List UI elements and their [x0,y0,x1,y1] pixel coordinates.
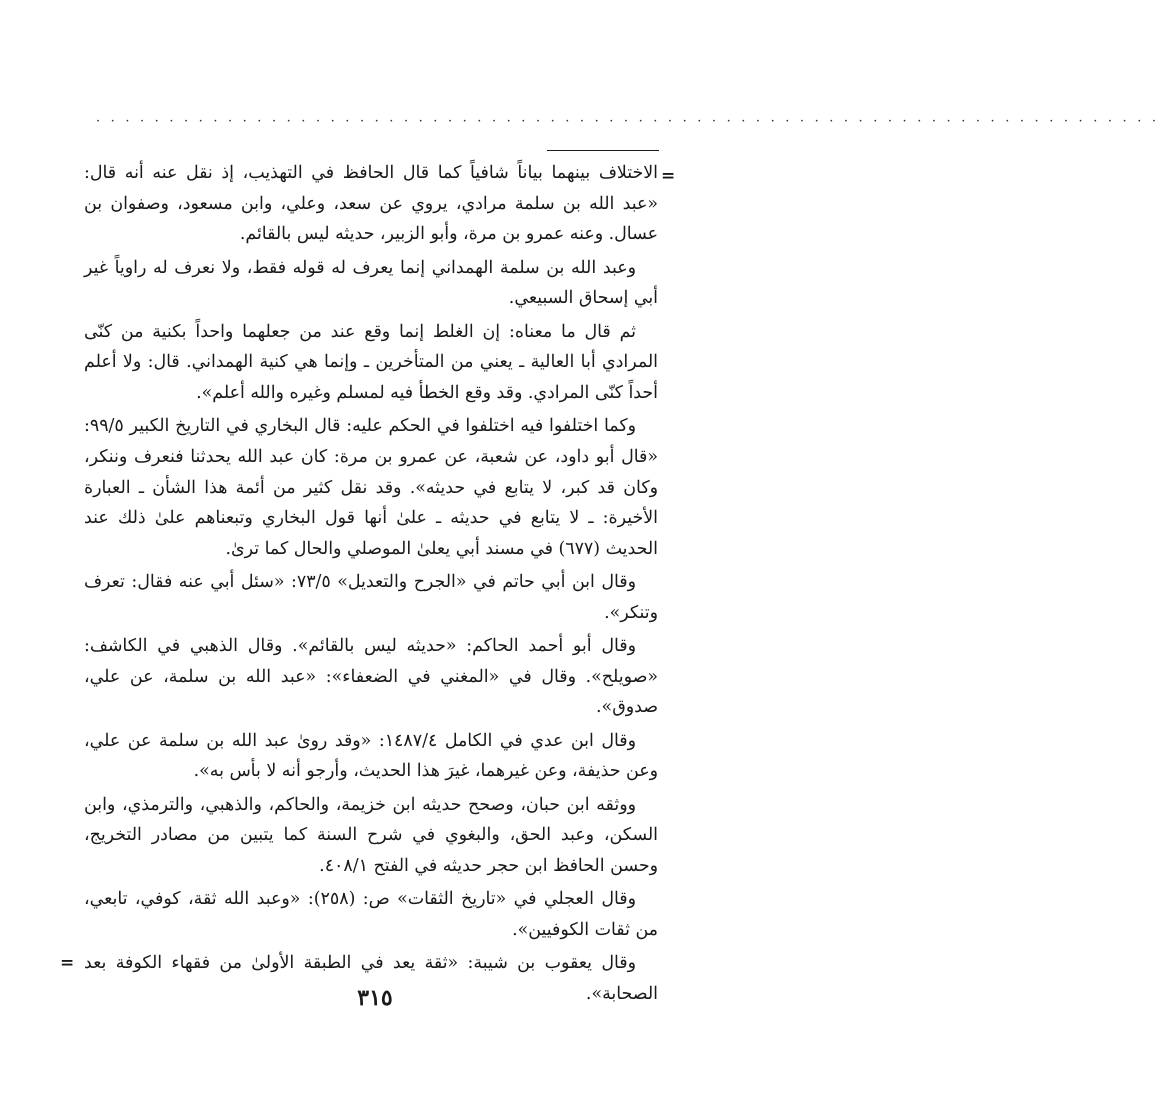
paragraph-10: وقال يعقوب بن شيبة: «ثقة يعد في الطبقة الأولىٰ من فقهاء الكوفة بعد الصحابة». [84,953,658,1004]
paragraph-3: ثم قال ما معناه: إن الغلط إنما وقع عند من جعلهما واحداً بكنية من كنّى المرادي أبا العالية ـ يعني من المتأخرين ـ وإنما هي كنية الهمداني. قال: ولا أعلم أحداً كنّى المرادي. وقد وقع الخطأ فيه لمسلم وغيره والله أعلم». [84,321,658,403]
paragraph-9: وقال العجلي في «تاريخ الثقات» ص: (٢٥٨): «وعبد الله ثقة، كوفي، تابعي، من ثقات الكوفيين». [84,889,658,940]
footnote-rule [547,150,659,151]
page-number: ٣١٥ [357,985,393,1011]
paragraph-5: وقال ابن أبي حاتم في «الجرح والتعديل» ٧٣/٥: «سئل أبي عنه فقال: تعرف وتنكر». [84,572,658,623]
paragraph-8: ووثقه ابن حبان، وصحح حديثه ابن خزيمة، والحاكم، والذهبي، والترمذي، وابن السكن، وعبد الحق، والبغوي في شرح السنة كما يتبين من مصادر التخريج، وحسن الحافظ ابن حجر حديثه في الفتح ٤٠٨/١. [84,794,658,876]
paragraph-1: الاختلاف بينهما بياناً شافياً كما قال الحافظ في التهذيب، إذ نقل عنه أنه قال: «عبد الله بن سلمة مرادي، يروي عن سعد، وعلي، وابن مسعود، وصفوان بن عسال. وعنه عمرو بن مرة، وأبو الزبير، حديثه ليس بالقائم. [84,163,658,245]
paragraph-7: وقال ابن عدي في الكامل ١٤٨٧/٤: «وقد روىٰ عبد الله بن سلمة عن علي، وعن حذيفة، وعن غيرهما، غيرَ هذا الحديث، وأرجو أنه لا بأس به». [84,730,658,782]
paragraph-6: وقال أبو أحمد الحاكم: «حديثه ليس بالقائم». وقال الذهبي في الكاشف: «صويلح». وقال في «المغني في الضعفاء»: «عبد الله بن سلمة، عن علي، صدوق». [84,636,658,718]
footnote-text [84,158,658,1012]
paragraph-4: وكما اختلفوا فيه اختلفوا في الحكم عليه: قال البخاري في التاريخ الكبير ٩٩/٥: «قال أبو داود، عن شعبة، عن عمرو بن مرة: كان عبد الله يحدثنا فنعرف وننكر، وكان قد كبر، لا يتابع في حديثه». وقد نقل كثير من أئمة هذا الشأن ـ العبارة الأخيرة: ـ لا يتابع في حديثه ـ علىٰ أنها قول البخاري وتبعناهم علىٰ ذلك عند الحديث (٦٧٧) في مسند أبي يعلىٰ الموصلي والحال كما ترىٰ. [84,416,658,559]
dotted-divider: · · · · · · · · · · · · · · · · · · · · · · · · · · · · · · · · · · · · · · · · · · · · · · · · · · · · · · · · · · · · · · · · · · · · · · · · · [96,114,1159,129]
paragraph-2: وعبد الله بن سلمة الهمداني إنما يعرف له قوله فقط، ولا نعرف له راوياً غير أبي إسحاق السبيعي. [84,257,658,309]
continuation-mark-bottom: = [60,953,75,973]
continuation-mark-top: = [661,166,676,186]
